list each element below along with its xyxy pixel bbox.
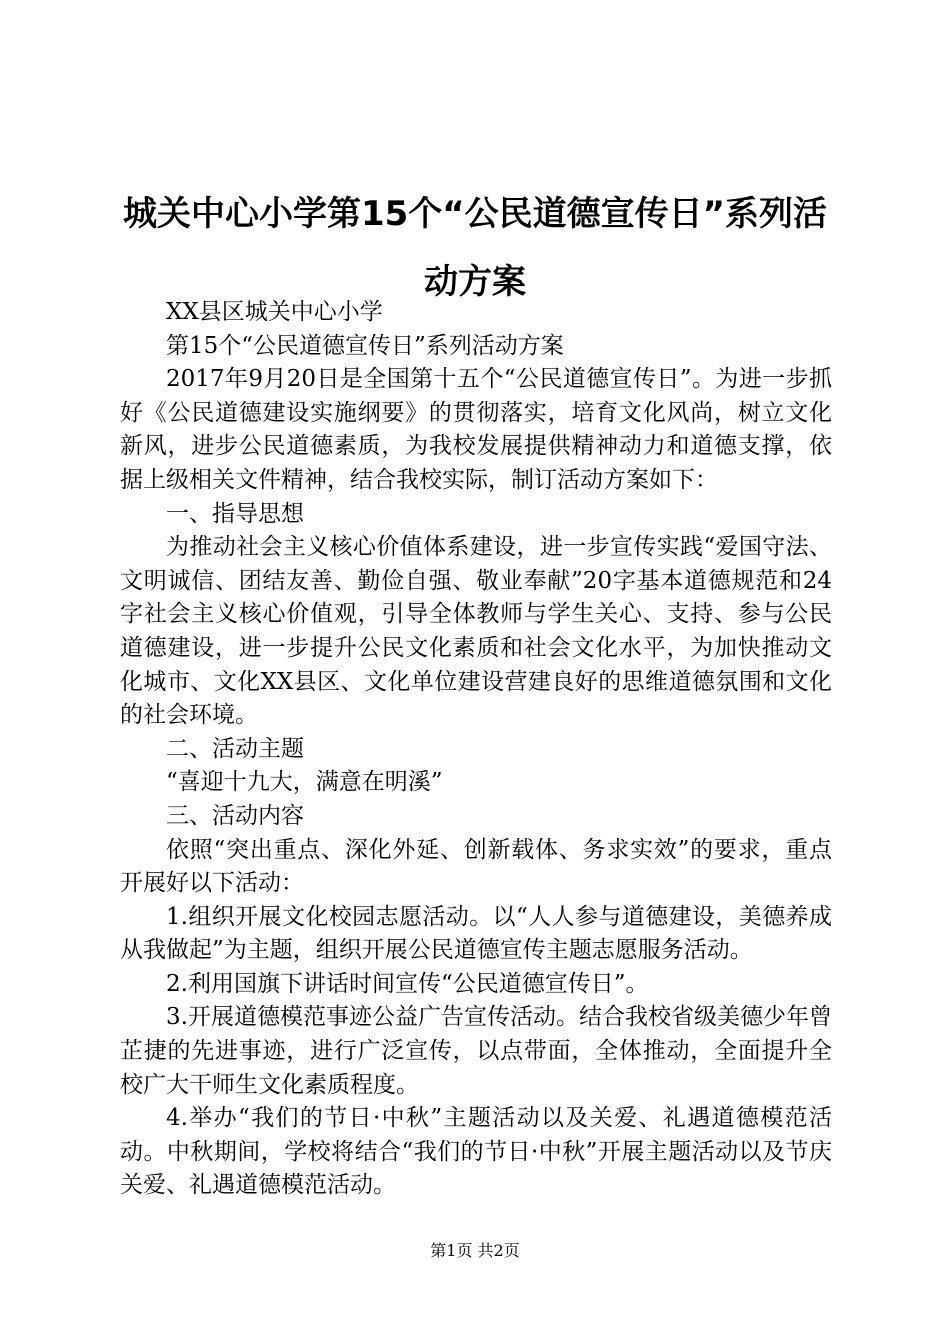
- page-footer: 第1页 共2页: [430, 1241, 520, 1260]
- list-item-4: 4.举办“我们的节日·中秋”主题活动以及关爱、礼遇道德模范活动。中秋期间，学校将结合“我们的节日·中秋”开展主题活动以及节庆关爱、礼遇道德模范活动。: [120, 1105, 832, 1199]
- section-heading-content: 三、活动内容: [166, 802, 304, 829]
- paragraph-theme: “喜迎十九大，满意在明溪”: [166, 769, 443, 796]
- list-item-3: 3.开展道德模范事迹公益广告宣传活动。结合我校省级美德少年曾芷捷的先进事迹，进行广泛宣传，以点带面，全体推动，全面提升全校广大干师生文化素质程度。: [120, 1004, 832, 1098]
- paragraph-school-name: XX县区城关中心小学: [166, 299, 383, 325]
- paragraph-guiding-thought: 为推动社会主义核心价值体系建设，进一步宣传实践“爱国守法、文明诚信、团结友善、勤俭自强、敬业奉献”20字基本道德规范和24字社会主义核心价值观，引导全体教师与学生关心、支持、参与公民道德建设，进一步提升公民文化素质和社会文化水平，为加快推动文化城市、文化XX县区、文化单位建设营建良好的思维道德氛围和文化的社会环境。: [120, 534, 832, 729]
- document-body: [120, 296, 832, 1203]
- list-item-1: 1.组织开展文化校园志愿活动。以“人人参与道德建设，美德养成从我做起”为主题，组织开展公民道德宣传主题志愿服务活动。: [120, 903, 832, 964]
- section-heading-theme: 二、活动主题: [166, 735, 304, 762]
- paragraph-intro: 2017年9月20日是全国第十五个“公民道德宣传日”。为进一步抓好《公民道德建设实施纲要》的贯彻落实，培育文化风尚，树立文化新风，进步公民道德素质，为我校发展提供精神动力和道德支撑，依据上级相关文件精神，结合我校实际，制订活动方案如下：: [120, 366, 832, 493]
- section-heading-guiding-thought: 一、指导思想: [166, 500, 304, 527]
- paragraph-plan-name: 第15个“公民道德宣传日”系列活动方案: [166, 332, 564, 359]
- document-title: 城关中心小学第15个“公民道德宣传日”系列活动方案: [122, 194, 827, 302]
- paragraph-content-intro: 依照“突出重点、深化外延、创新载体、务求实效”的要求，重点开展好以下活动：: [120, 836, 832, 897]
- list-item-2: 2.利用国旗下讲话时间宣传“公民道德宣传日”。: [166, 970, 649, 997]
